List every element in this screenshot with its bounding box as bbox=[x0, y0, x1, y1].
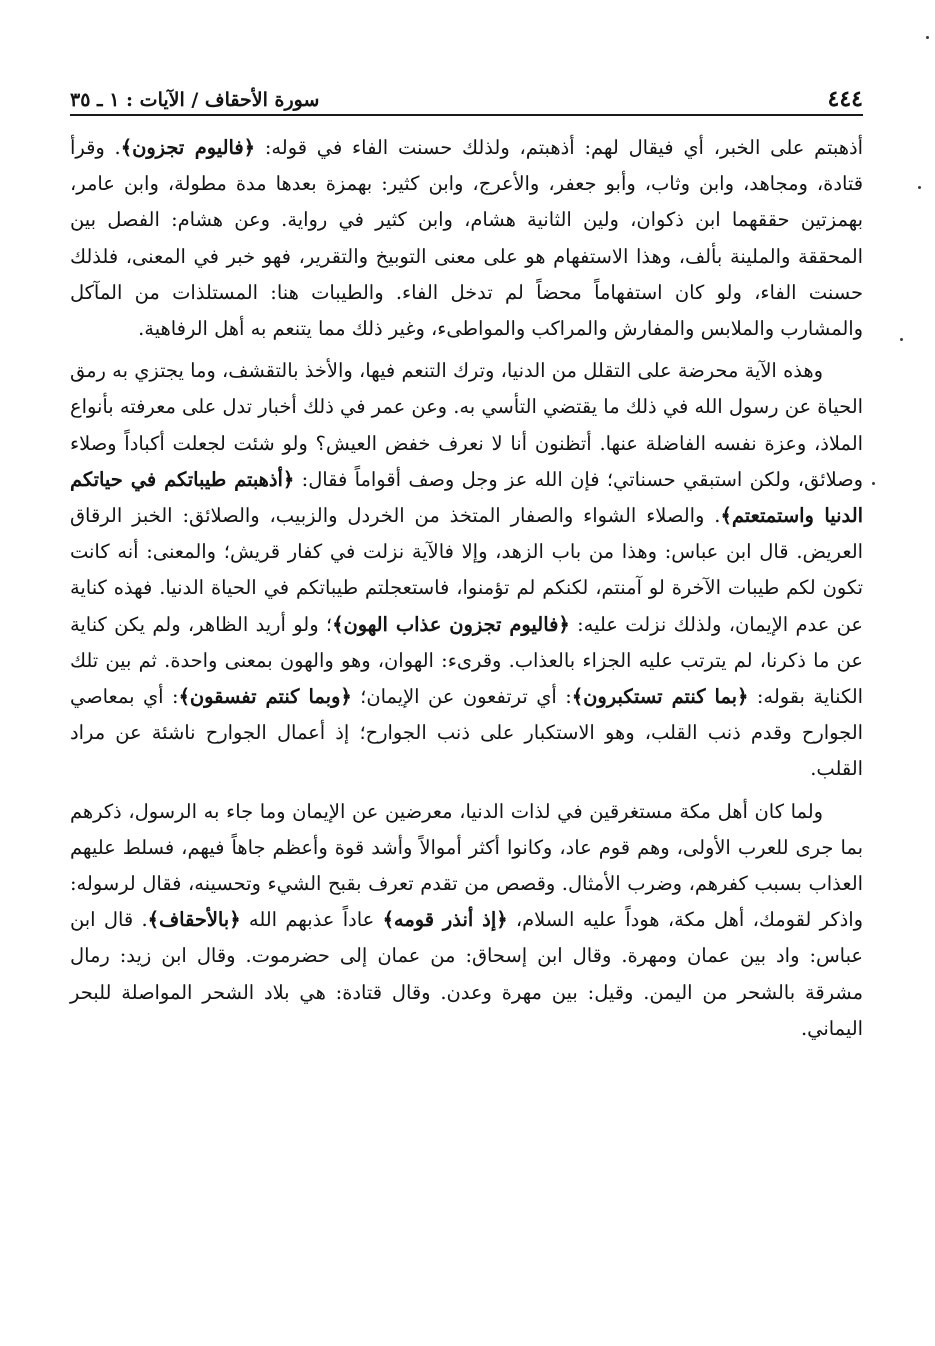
paragraph bbox=[70, 794, 863, 1047]
quran-verse: ﴿وبما كنتم تفسقون﴾ bbox=[178, 685, 352, 709]
quran-verse: ﴿بما كنتم تستكبرون﴾ bbox=[571, 685, 749, 709]
scan-speck bbox=[872, 482, 875, 485]
paragraph bbox=[70, 130, 863, 347]
text-run: ولما كان أهل مكة مستغرقين في لذات الدنيا، معرضين عن الإيمان وما جاء به الرسول، ذكرهم بما جرى للعرب الأولى، وهم قوم عاد، وكانوا أكثر أموالاً وأشد قوة وأعظم جاهاً فيهم، فسلط عليهم العذاب بسبب كفرهم، وضرب الأمثال. وقصص من تقدم تعرف بقبح الشيء وتحسينه، فقال لرسوله: واذكر لقومك، أهل مكة، هوداً عليه السلام، bbox=[70, 799, 863, 932]
quran-verse: ﴿فاليوم تجزون عذاب الهون﴾ bbox=[332, 612, 570, 636]
page-number: ٤٤٤ bbox=[827, 86, 863, 112]
text-run: : أي ترتفعون عن الإيمان؛ bbox=[351, 685, 572, 709]
text-run: ؛ ولو أريد الظاهر، ولم يكن كناية عن ما ذكرنا، لم يترتب عليه الجزاء بالعذاب. وقرىء: الهوان، وهو والهون بمعنى واحدة. ثم بين تلك الكناية بقوله: bbox=[70, 612, 863, 709]
paragraph bbox=[70, 353, 863, 787]
quran-verse: ﴿إذ أنذر قومه﴾ bbox=[382, 908, 508, 932]
page bbox=[70, 70, 863, 1053]
body-text bbox=[70, 130, 863, 1047]
scan-speck bbox=[900, 338, 903, 341]
text-run: عاداً عذبهم الله bbox=[240, 908, 383, 932]
text-run: أذهبتم على الخبر، أي فيقال لهم: أذهبتم، ولذلك حسنت الفاء في قوله: bbox=[255, 136, 863, 159]
quran-verse: ﴿أذهبتم طيباتكم في حياتكم الدنيا واستمتعتم﴾ bbox=[70, 467, 864, 528]
text-run: : أي بمعاصي الجوارح وقدم ذنب القلب، وهو الاستكبار على ذنب الجوارح؛ إذ أعمال الجوارح ناشئة عن مراد القلب. bbox=[70, 685, 863, 781]
text-run: وهذه الآية محرضة على التقلل من الدنيا، وترك التنعم فيها، والأخذ بالتقشف، وما يجتزي به رمق الحياة عن رسول الله في ذلك ما يقتضي التأسي به. وعن عمر في ذلك أخبار تدل على معرفته بأنواع الملاذ، وعزة نفسه الفاضلة عنها. أتظنون أنا لا نعرف خفض العيش؟ ولو شئت لجعلت أكباداً وصلاء وصلائق، ولكن استبقي حسناتي؛ فإن الله عز وجل وصف أقواماً فقال: bbox=[70, 359, 863, 491]
text-run: . قال ابن عباس: واد بين عمان ومهرة. وقال ابن إسحاق: من عمان إلى حضرموت. وقال ابن زيد: رمال مشرقة بالشحر من اليمن. وقيل: بين مهرة وعدن. وقال قتادة: هي بلاد الشحر المواصلة للبحر اليماني. bbox=[70, 908, 863, 1040]
running-title: سورة الأحقاف / الآيات : ١ ـ ٣٥ bbox=[70, 89, 320, 111]
text-run: . وقرأ قتادة، ومجاهد، وابن وثاب، وأبو جعفر، والأعرج، وابن كثير: بهمزة بعدها مدة مطولة، وابن عامر، بهمزتين حققهما ابن ذكوان، ولين الثانية هشام، وابن كثير في رواية. وعن هشام: الفصل بين المحققة والملينة بألف، وهذا الاستفهام هو على معنى التوبيخ والتقرير، فهو خبر في المعنى، فلذلك حسنت الفاء، ولو كان استفهاماً محضاً لم تدخل الفاء. والطيبات هنا: المستلذات من المآكل والمشارب والملابس والمفارش والمراكب والمواطىء، وغير ذلك مما يتنعم به أهل الرفاهية. bbox=[70, 136, 863, 341]
scan-speck bbox=[918, 186, 921, 189]
text-run: . والصلاء الشواء والصفار المتخذ من الخردل والزبيب، والصلائق: الخبز الرقاق العريض. قال ابن عباس: وهذا من باب الزهد، وإلا فالآية نزلت في كفار قريش؛ والمعنى: أنه كانت تكون لكم طيبات الآخرة لو آمنتم، لكنكم لم تؤمنوا، فاستعجلتم طيباتكم في الحياة الدنيا. فهذه كناية عن عدم الإيمان، ولذلك نزلت عليه: bbox=[70, 504, 863, 636]
running-header bbox=[70, 70, 863, 116]
quran-verse: ﴿فاليوم تجزون﴾ bbox=[120, 136, 256, 159]
scan-speck bbox=[926, 36, 929, 39]
quran-verse: ﴿بالأحقاف﴾ bbox=[147, 908, 241, 932]
